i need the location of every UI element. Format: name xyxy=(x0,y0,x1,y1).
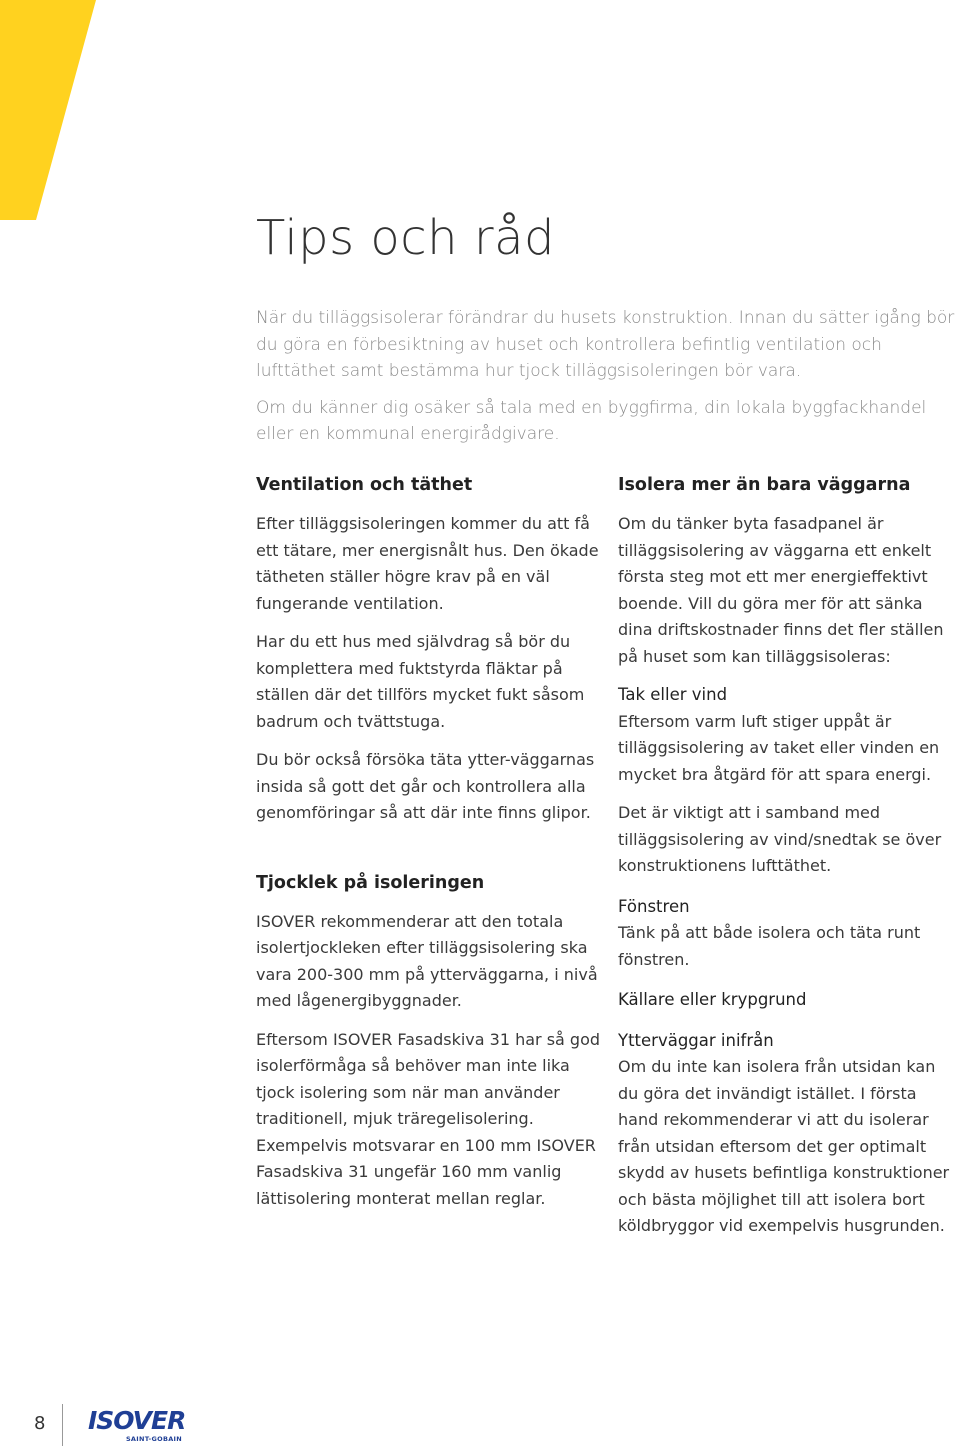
heading-ventilation: Ventilation och täthet xyxy=(256,475,473,495)
roof-paragraph-2: Det är viktigt att i samband med tilläggsisolering av vind/snedtak se över konstruktionens lufttäthet. xyxy=(618,803,942,875)
logo-wordmark: ISOVER xyxy=(88,1406,186,1435)
thickness-paragraph-1: ISOVER rekommenderar att den totala isolertjockleken efter tilläggsisolering ska vara 200-300 mm på ytterväggarna, i nivå med lågenergibyggnader. xyxy=(256,911,598,1010)
intro-text xyxy=(256,305,956,458)
left-column xyxy=(256,475,601,1212)
right-column xyxy=(618,475,960,1240)
subheading-basement: Källare eller krypgrund xyxy=(618,990,807,1009)
ventilation-paragraph-1: Efter tilläggsisoleringen kommer du att få ett tätare, mer energisnålt hus. Den ökade tätheten ställer högre krav på en väl fungerande ventilation. xyxy=(256,514,599,613)
ventilation-paragraph-2: Har du ett hus med självdrag så bör du komplettera med fuktstyrda fläktar på ställen där det tillförs mycket fukt såsom badrum och tvättstuga. xyxy=(256,632,585,731)
isover-logo xyxy=(88,1406,186,1444)
page-number: 8 xyxy=(34,1413,46,1434)
ventilation-paragraph-3: Du bör också försöka täta ytter-väggarnas insida så gott det går och kontrollera alla genomföringar så att där inte finns glipor. xyxy=(256,750,595,822)
heading-thickness: Tjocklek på isoleringen xyxy=(256,872,485,893)
roof-paragraph-1: Eftersom varm luft stiger uppåt är tilläggsisolering av taket eller vinden en mycket bra åtgärd för att spara energi. xyxy=(618,711,940,784)
yellow-corner-band xyxy=(0,0,100,220)
interior-walls-paragraph: Om du inte kan isolera från utsidan kan du göra det invändigt istället. I första hand rekommenderar vi att du isolerar från utsidan eftersom det ger optimalt skydd av husets befintliga konstruktioner och bästa möjlighet till att isolera bort köldbryggor vid exempelvis husgrunden. xyxy=(618,1057,950,1235)
intro-paragraph-2: Om du känner dig osäker så tala med en byggfirma, din lokala byggfackhandel eller en kommunal energirådgivare. xyxy=(256,397,927,444)
heading-insulate-more: Isolera mer än bara väggarna xyxy=(618,475,911,495)
subheading-interior-walls: Ytterväggar inifrån xyxy=(618,1030,774,1050)
thickness-paragraph-2: Eftersom ISOVER Fasadskiva 31 har så god isolerförmåga så behöver man inte lika tjock isolering som när man använder traditionell, mjuk träregelisolering. Exempelvis motsvarar en 100 mm ISOVER Fasadskiva 31 ungefär 160 mm vanlig lättisolering monterat mellan reglar. xyxy=(256,1029,601,1208)
footer-divider xyxy=(62,1404,63,1446)
windows-paragraph: Tänk på att både isolera och täta runt fönstren. xyxy=(618,923,921,969)
logo-subtext: SAINT-GOBAIN xyxy=(125,1435,182,1443)
intro-paragraph-1: När du tilläggsisolerar förändrar du husets konstruktion. Innan du sätter igång bör du göra en förbesiktning av huset och kontrollera befintlig ventilation och lufttäthet samt bestämma hur tjock tilläggsisoleringen bör vara. xyxy=(256,308,955,381)
insulate-more-paragraph: Om du tänker byta fasadpanel är tilläggsisolering av väggarna ett enkelt första steg mot ett mer energieffektivt boende. Vill du göra mer för att sänka dina driftskostnader finns det fler ställen på huset som kan tilläggsisoleras: xyxy=(618,514,944,666)
page-title: Tips och råd xyxy=(256,210,555,266)
subheading-roof: Tak eller vind xyxy=(618,685,728,704)
subheading-windows: Fönstren xyxy=(618,896,690,916)
